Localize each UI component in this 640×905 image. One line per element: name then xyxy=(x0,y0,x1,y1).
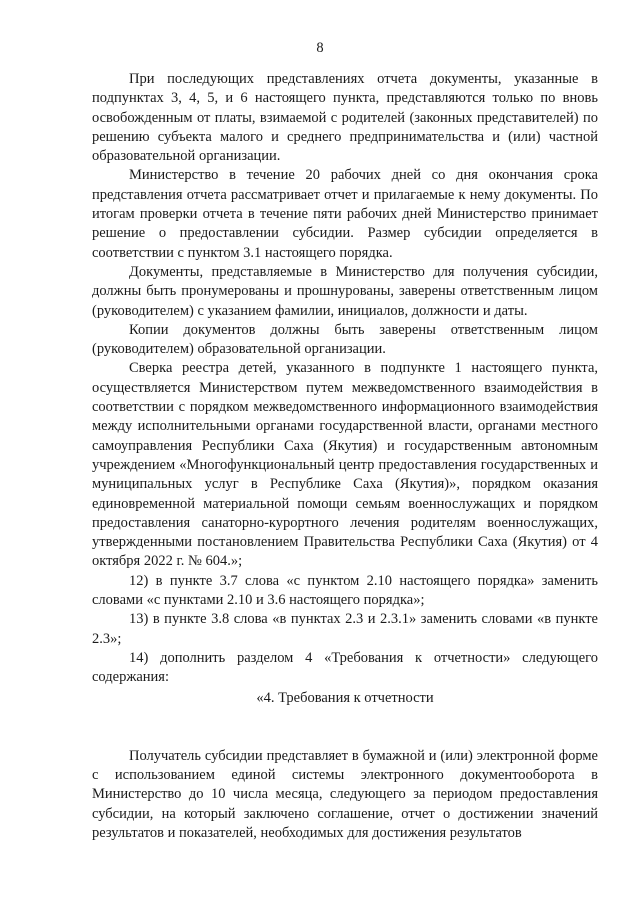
paragraph-document-requirements: Документы, представляемые в Министерство для получения субсидии, должны быть пронумерованы и прошнурованы, заверены ответственным лицом (руководителем) с указанием фамилии, инициалов, должности и даты. xyxy=(92,263,598,319)
document-body xyxy=(92,70,598,843)
paragraph-reporting-obligation: Получатель субсидии представляет в бумажной и (или) электронной форме с использованием единой системы электронного документооборота в Министерство до 10 числа месяца, следующего за периодом предоставления субсидии, на который заключено соглашение, отчет о достижении значений результатов и показателей, необходимых для достижения результатов xyxy=(92,747,598,841)
section-heading: «4. Требования к отчетности xyxy=(256,689,434,706)
paragraph-item-12: 12) в пункте 3.7 слова «с пунктом 2.10 настоящего порядка» заменить словами «с пунктами 2.10 и 3.6 настоящего порядка»; xyxy=(92,572,598,609)
paragraph-ministry-review: Министерство в течение 20 рабочих дней со дня окончания срока представления отчета рассматривает отчет и прилагаемые к нему документы. По итогам проверки отчета в течение пяти рабочих дней Министерство принимает решение о предоставлении субсидии. Размер субсидии определяется в соответствии с пунктом 3.1 настоящего порядка. xyxy=(92,167,598,261)
paragraph-item-14: 14) дополнить разделом 4 «Требования к отчетности» следующего содержания: xyxy=(92,649,598,686)
paragraph-copies-certified: Копии документов должны быть заверены ответственным лицом (руководителем) образовательной организации. xyxy=(92,321,598,358)
page-number: 8 xyxy=(316,40,324,56)
paragraph-repeat-reports: При последующих представлениях отчета документы, указанные в подпунктах 3, 4, 5, и 6 настоящего пункта, представляются только по вновь освобожденным от платы, взимаемой с родителей (законных представителей) по решению субъекта малого и среднего предпринимательства и (или) частной образовательной организации. xyxy=(92,71,598,165)
paragraph-registry-reconciliation: Сверка реестра детей, указанного в подпункте 1 настоящего пункта, осуществляется Министерством путем межведомственного взаимодействия в соответствии с порядком межведомственного информационного взаимодействия между исполнительными органами государственной власти, органами местного самоуправления Республики Саха (Якутия) и государственным автономным учреждением «Многофункциональный центр предоставления государственных и муниципальных услуг в Республике Саха (Якутия)», порядком оказания единовременной материальной помощи семьям военнослужащих и порядком предоставления санаторно-курортного лечения родителям военнослужащих, утвержденными постановлением Правительства Республики Саха (Якутия) от 4 октября 2022 г. № 604.»; xyxy=(92,360,598,570)
paragraph-item-13: 13) в пункте 3.8 слова «в пунктах 2.3 и 2.3.1» заменить словами «в пункте 2.3»; xyxy=(92,611,598,647)
